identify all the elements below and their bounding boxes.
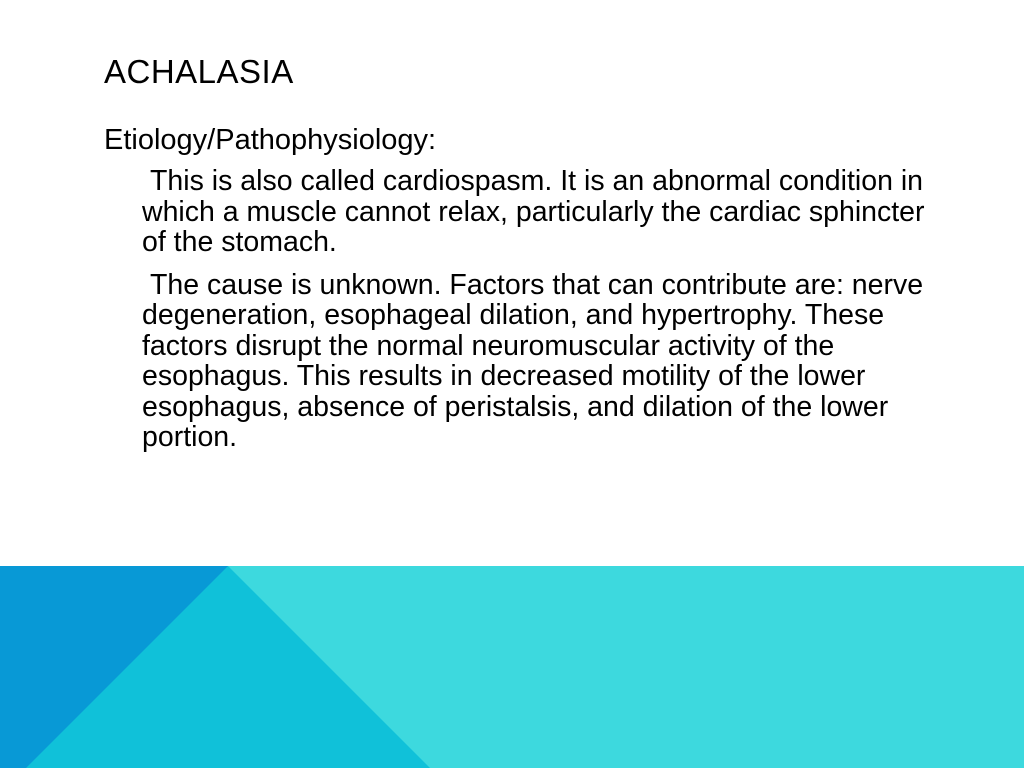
- paragraph-cause: The cause is unknown. Factors that can contribute are: nerve degeneration, esophageal dilation, and hypertrophy. These factors disrupt the normal neuromuscular activity of the esophagus. This results in decreased motility of the lower esophagus, absence of peristalsis, and dilation of the lower portion.: [142, 268, 924, 453]
- slide-body: [104, 122, 964, 453]
- paragraph-cardiospasm: This is also called cardiospasm. It is an abnormal condition in which a muscle cannot relax, particularly the cardiac sphincter of the stomach.: [142, 165, 925, 258]
- footer-band-graphic: [0, 566, 1024, 768]
- body-heading: Etiology/Pathophysiology:: [104, 124, 437, 156]
- decorative-footer-band: [0, 566, 1024, 768]
- slide-title: ACHALASIA: [104, 53, 294, 90]
